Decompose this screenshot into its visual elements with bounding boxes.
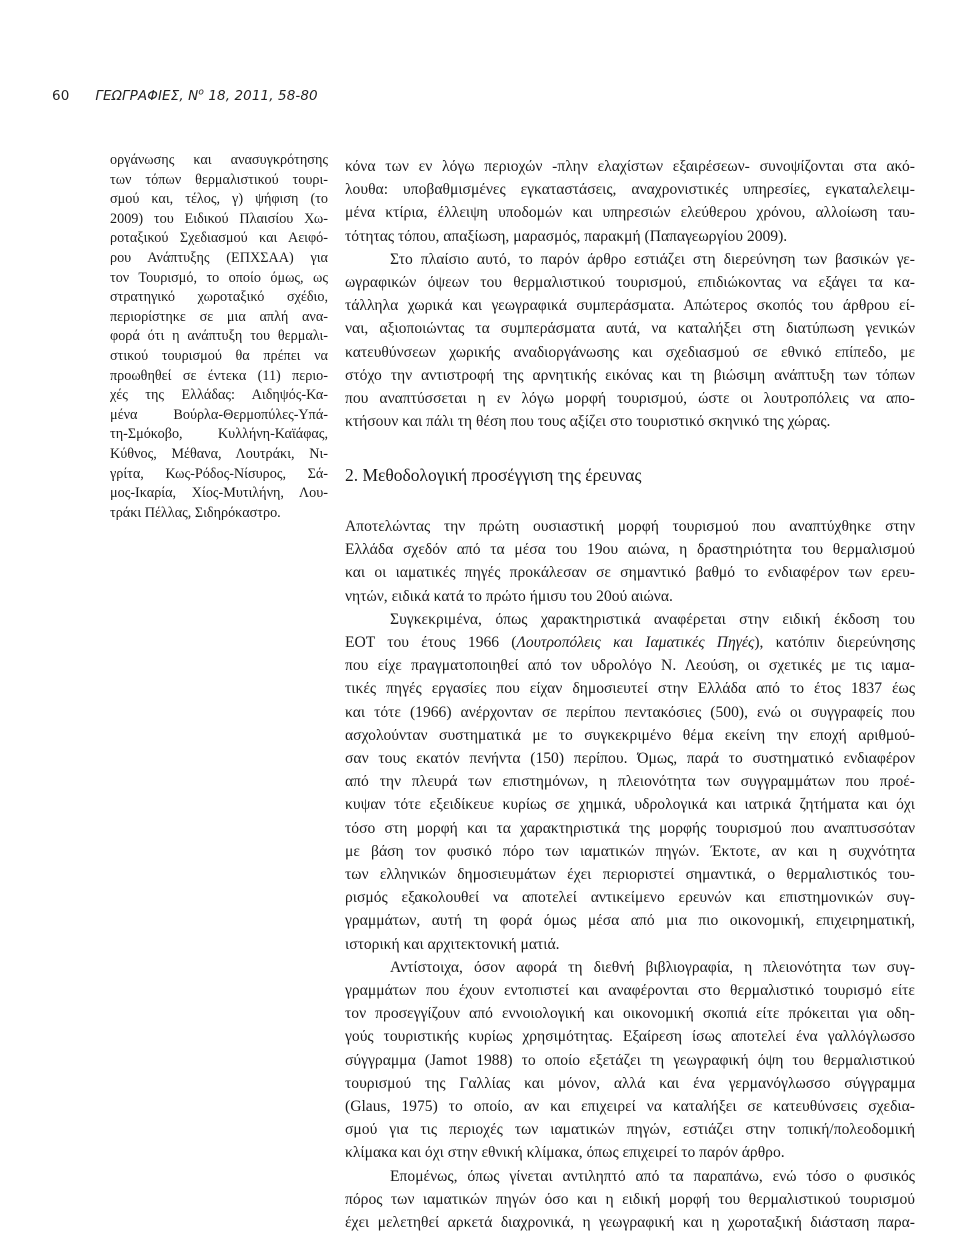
body-paragraph-3 — [345, 956, 915, 1165]
text-line: περιορίστηκε σε μια απλή ανα- — [110, 308, 328, 325]
text-line: Αποτελώντας την πρώτη ουσιαστική μορφή τουρισμού που αναπτύχθηκε στην — [345, 518, 915, 535]
text-line: στόχο την αντιστροφή της αρνητικής εικόνας και τη βιώσιμη ανάπτυξη των τόπων — [345, 366, 915, 384]
text-line: στικού τουρισμού θα πρέπει να — [110, 347, 328, 364]
page-number: 60 — [52, 88, 70, 104]
text-line: Επομένως, όπως γίνεται αντιληπτό από τα παραπάνω, ενώ τόσο ο φυσικός — [390, 1167, 915, 1185]
intro-text-block — [345, 155, 915, 433]
journal-citation: ΓΕΩΓΡΑΦΙΕΣ, $N^o$ 18, 2011, 58-80 — [95, 87, 318, 104]
text-line: ΕΟΤ του έτους 1966 (Λουτροπόλεις και Ιαματικές Πηγές), κατόπιν διερεύνησης — [345, 634, 915, 652]
text-line: που αναπτύσσεται η εν λόγω μορφή τουρισμού, ώστε οι λουτροπόλεις να απο- — [345, 390, 915, 408]
text-line: των ελληνικών δημοσιευμάτων έχει περιοριστεί σημαντικά, ο θερμαλιστικός του- — [345, 866, 915, 884]
text-line: νητών, ειδικά κατά το πρώτο ήμισυ του 20ού αιώνα. — [345, 587, 673, 605]
text-line: γούς τουριστικής κυρίως χρησιμότητας. Εξαίρεση ίσως αποτελεί ένα γαλλόγλωσσο — [345, 1028, 915, 1046]
text-line: τη-Σμόκοβο, Κυλλήνη-Καϊάφας, — [110, 426, 328, 443]
text-line: φορά ότι η ανάπτυξη του θερμαλι- — [110, 328, 328, 345]
text-line: ρου Ανάπτυξης (ΕΠΧΣΑΑ) για — [110, 249, 328, 266]
text-line: κυψαν τότε εξειδίκευε κυρίως σε χημικά, υδρολογικά και ιατρικά ζητήματα και όχι — [345, 796, 915, 814]
text-line: τάλληλα χωρικά και γεωγραφικά συμπεράσματα. Απώτερος σκοπός του άρθρου εί- — [345, 297, 915, 315]
text-line: μένα κτίρια, έλλειψη υποδομών και υπηρεσιών ελεύθερου χρόνου, αλλοίωση ταυ- — [345, 204, 915, 222]
text-line: στρατηγικό χωροταξικό σχέδιο, — [110, 289, 328, 306]
text-line: τουρισμού της Γαλλίας και μόνον, αλλά και ένα γερμανόγλωσσο σύγγραμμα — [345, 1074, 915, 1092]
publication-title: Λουτροπόλεις και Ιαματικές Πηγές — [516, 634, 755, 652]
text-line: κατευθύνσεων χωρικής αναδιοργάνωσης και σχεδιασμού σε εθνικό επίπεδο, με — [345, 343, 915, 361]
text-line: ροταξικού Σχεδιασμού και Αειφό- — [110, 230, 328, 247]
sidebar-text-column — [110, 151, 328, 523]
text-line: έχει μελετηθεί αρκετά διαχρονικά, η γεωγραφική και η χωροταξική διάσταση παρα- — [345, 1214, 915, 1232]
text-line: ασχολούνταν συστηματικά με το συγκεκριμένο θέμα εκείνη την εποχή αριθμού- — [345, 726, 915, 744]
text-line: σμού και, τέλος, γ) ψήφιση (το — [110, 191, 328, 208]
text-line: τράκι Πέλλας, Σιδηρόκαστρο. — [110, 504, 281, 521]
text-line: γραμμάτων που έχουν εντοπιστεί και αναφέρονται στο θερμαλιστικό τουρισμό είτε — [345, 982, 915, 1000]
text-line: γραμμάτων, αυτή τη φορά όμως μέσα από μια πιο οικονομική, επιχειρηματική, — [345, 912, 915, 930]
text-line: μος-Ικαρία, Χίος-Μυτιλήνη, Λου- — [110, 485, 328, 502]
text-line: ιστορική και αρχιτεκτονική ματιά. — [345, 935, 560, 953]
body-paragraph-2 — [345, 608, 915, 956]
text-line: σμού για τις περιοχές των ιαματικών πηγών, εστιάζει στην τοπική/πολεοδομική — [345, 1121, 915, 1139]
text-line: ρισμός εξακολουθεί να αποτελεί αντικείμενο ερευνών και επιστημονικών συγ- — [345, 889, 915, 907]
text-line: από την πλευρά των επιστημόνων, η πλειονότητα των συγγραμμάτων που προέ- — [345, 773, 915, 791]
body-paragraph-4 — [345, 1165, 915, 1234]
text-line: τότητας τόπου, απαξίωση, μαρασμός, παρακμή (Παπαγεωργίου 2009). — [345, 227, 788, 245]
text-line: σύγγραμμα (Jamot 1988) το οποίο εξετάζει τη γεωγραφική όψη του θερμαλιστικού — [345, 1051, 915, 1069]
text-line: που είχε πραγματοποιηθεί από τον υδρολόγο Ν. Λεούση, οι σχετικές με τις ιαμα- — [345, 657, 915, 675]
intro-paragraph-2 — [345, 248, 915, 434]
text-line: λουθα: υποβαθμισμένες εγκαταστάσεις, αναχρονιστικές υπηρεσίες, εγκαταλελειμ- — [345, 181, 915, 199]
text-line: Κύθνος, Μέθανα, Λουτράκι, Νι- — [110, 445, 328, 462]
text-line: σαν τους εκατόν πενήντα (150) περίπου. Όμως, παρά το συστηματικό ενδιαφέρον — [345, 750, 915, 768]
body-paragraph-1 — [345, 515, 915, 608]
body-text-block — [345, 515, 915, 1234]
text-line: κλίμακα και όχι στην εθνική κλίμακα, όπως επιχειρεί το παρόν άρθρο. — [345, 1144, 785, 1162]
text-line: Ελλάδα σχεδόν από τα μέσα του 19ου αιώνα, η δραστηριότητα του θερμαλισμού — [345, 541, 915, 559]
text-line: γρίτα, Κως-Ρόδος-Νίσυρος, Σά- — [110, 465, 328, 482]
text-line: των τόπων θερμαλιστικού τουρι- — [110, 171, 328, 188]
text-line: και τότε (1966) ανέρχονταν σε περίπου πεντακόσιες (500), ενώ οι συγγραφείς που — [345, 703, 915, 721]
text-line: μένα Βούρλα-Θερμοπύλες-Υπά- — [110, 406, 328, 423]
running-header — [52, 88, 318, 104]
text-line: Στο πλαίσιο αυτό, το παρόν άρθρο εστιάζει στη διερεύνηση των βασικών γε- — [390, 250, 915, 268]
text-line: (Glaus, 1975) το οποίο, αν και επιχειρεί να καταλήξει σε κατευθύνσεις σχεδια- — [345, 1098, 915, 1116]
section-heading: 2. Μεθοδολογική προσέγγιση της έρευνας — [345, 465, 642, 485]
text-line: οργάνωσης και ανασυγκρότησης — [110, 152, 328, 168]
text-line: τόσο στη μορφή και τα χαρακτηριστικά της μορφής τουρισμού που αναπτυσσόταν — [345, 819, 915, 837]
text-line: τικές πηγές εργασίες που είχαν δημοσιευτεί στην Ελλάδα από το έτος 1837 έως — [345, 680, 915, 698]
text-line: με βάση τον φυσικό πόρο των ιαματικών πηγών. Έκτοτε, αν και η συχνότητα — [345, 842, 915, 860]
text-line: πόρος των ιαματικών πηγών όσο και η ειδική μορφή του θερμαλιστικού τουρισμού — [345, 1190, 915, 1208]
text-line: προωθηθεί σε έντεκα (11) περιο- — [110, 367, 328, 384]
text-line: και οι ιαματικές πηγές προκάλεσαν σε σημαντικό βαθμό το ενδιαφέρον των ερευ- — [345, 564, 915, 582]
text-line: κτήσουν και πάλι τη θέση που τους αξίζει στο τουριστικό σκηνικό της χώρας. — [345, 413, 831, 431]
text-line: ωγραφικών όψεων του θερμαλιστικού τουρισμού, επιδιώκοντας να εξάγει τα κα- — [345, 274, 915, 292]
text-line: κόνα των εν λόγω περιοχών -πλην ελαχίστων εξαιρέσεων- συνοψίζονται στα ακό- — [345, 158, 915, 175]
text-line: 2009) του Ειδικού Πλαισίου Χω- — [110, 210, 328, 227]
text-line: χές της Ελλάδας: Αιδηψός-Κα- — [110, 387, 328, 404]
text-line: Αντίστοιχα, όσον αφορά τη διεθνή βιβλιογραφία, η πλειονότητα των συγ- — [390, 958, 915, 976]
text-line: τον Τουρισμό, το οποίο όμως, ως — [110, 269, 328, 286]
text-line: τον προσεγγίζουν από εννοιολογική και οικονομική σκοπιά είτε πρόκειται για οδη- — [345, 1005, 915, 1023]
text-line: ναι, αξιοποιώντας τα συμπεράσματα αυτά, να καταλήξει στη διατύπωση γενικών — [345, 320, 915, 338]
text-line: Συγκεκριμένα, όπως χαρακτηριστικά αναφέρεται στην ειδική έκδοση του — [390, 610, 915, 628]
intro-paragraph-1 — [345, 155, 915, 248]
